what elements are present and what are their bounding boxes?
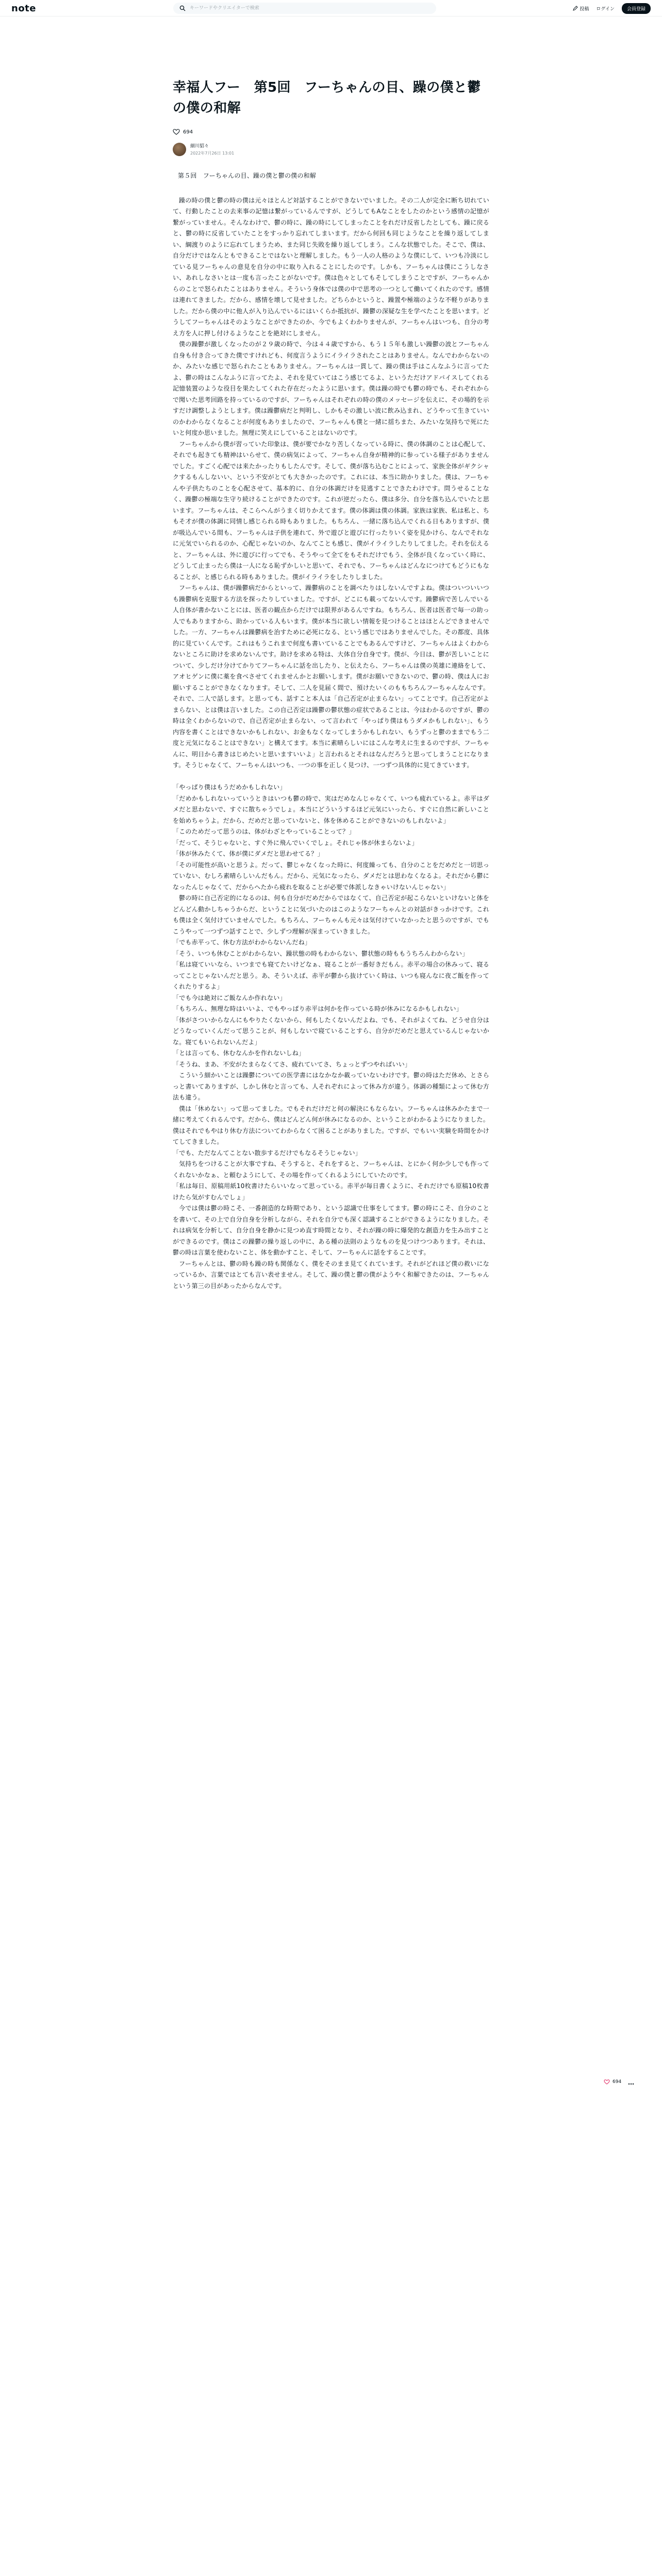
note-logo[interactable]: note [11,3,36,14]
dialogue-line: 「だって、そうじゃないと、すぐ外に飛んでいくでしょ。それじゃ体が休まらないよ」 [173,839,418,846]
dialogue-line: 「でも今は絶対にご飯なんか作れない」 [173,994,286,1002]
author-avatar[interactable] [173,143,186,156]
dialogue-line: 「その可能性が高いと思うよ。だって、鬱じゃなくなった時に、何度繰っても、自分のことをだめだと一切思っていない、むしろ素晴らしいんだもん。だから、元気になったら、ダメだとは思わなくなるよ。それだから鬱になったんじゃなくて、だからへたから疲れを取ることが必要で体派しなきゃいけないんじゃない」 [173,861,489,891]
author-name[interactable]: 細川貂々 [190,144,209,149]
dialogue-line: 「だめかもしれないっていうときはいつも鬱の時で、実はだめなんじゃなくて、いつも疲れているよ。赤平はダメだと思わないで、すぐに散ちゃうでしょ。本当にどういうするほど元気にいったら、すぐに自然に新しいことを始めちゃうよ。だから、だめだと思っていないと、体を休めることができないのもしれないよ」 [173,794,489,824]
dialogue-line: 「もちろん、無理な時はいいよ、でもやっぱり赤平は何かを作っている時が休みになるかもしれない」 [173,1005,462,1012]
heart-icon [604,2079,610,2084]
paragraph: 気持ちをつけることが大事ですね、そうすると、それをすると、フーちゃんは、とにかく何か少しでも作ってくれないかなぁ、と頼むようにして、その場を作ってくれるようにしていたのです。 [173,1160,489,1179]
spacer [173,771,489,783]
article [173,77,489,1292]
dialogue-line: 「私は寝ていいなら、いつまでも寝てたいけどなぁ、寝ることが一番好きだもん。赤平の場合の休みって、寝るってことじゃないんだと思う。あ、そういえば、赤平が鬱から抜けていく時は、いつも寝んなに夜ご飯を作ってくれたりするよ」 [173,961,489,990]
more-icon [628,2083,634,2085]
paragraph: 今では僕は鬱の時こそ、一番創造的な時期であり、という認識で仕事をしてます。鬱の時にこそ、自分のことを書いて、その上で自分自身を分析しながら、それを自分でも深く認識することができるようになりました。それは病気を分析して、自分自身を静かに見つめ直す時間となり、それが躁の時に爆発的な創造力を生み出すことができるのです。僕はこの躁鬱の繰り返しの中に、ある種の法則のようなものを見つけつつあります。それは、鬱の時は言葉を使わないこと、体を動かすこと、そして、フーちゃんに話をすることです。 [173,1205,489,1256]
search-input[interactable] [190,4,427,12]
paragraph: フーちゃんとは、鬱の時も躁の時も関係なく、僕をそのまま見てくれています。それがどれほど僕の救いになっているか、言葉ではとても言い表せません。そして、躁の僕と鬱の僕がようやく和解できたのは、フーちゃんという第三の目があったからなんです。 [173,1260,489,1290]
search-box[interactable] [173,3,436,14]
paragraph: 僕の躁鬱が激しくなったのが２９歳の時で、今は４４歳ですから、もう１５年も激しい躁鬱の波とフーちゃん自身も付き合ってきた僕ですけれども、何度言うようにイライラされたことはありません。なんでわからないのか、みたいな感じで怒られたこともありません。フーちゃんは一貫して、躁の僕は手はこんなふうに言ってたよ、鬱の時はこんなふうに言ってたよ、それを見ていてはこう感じてるよ、というただけアドバイスしてくれる記憶装置のような役目を果たしてくれた存在だったように思います。僕は躁の時でも鬱の時でも、それぞれからで聞いた思考回路を持っているのですが、フーちゃんはそれぞれの時の僕のメッセージを伝えに、その場的を示すだけ調整しようとします。僕は躁鬱病だと判明し、しかもその激しい波に飲み込まれ、どうやって生きていいのかわからなくなることが何度もありましたので、フーちゃんも僕と一緒に揺ちまた、みたいな気持ちで死にたいと何度か思いました。無理に笑えにしていることはないのです。 [173,341,489,436]
floating-more-button[interactable] [628,2079,634,2087]
post-button[interactable] [573,5,589,12]
login-link[interactable]: ログイン [596,6,615,12]
paragraph: フーちゃんは、僕が躁鬱病だからといって、躁鬱病のことを調べたりはしないんですよね。僕はついついいつも躁鬱病を克服する方法を探ったりしていました。ですが、どこにも載ってないんです。躁鬱病で苦しんでいる人自体が書かないことには、医者の観点からだけでは限界があるんですね。もちろん、医者は医者で毎一の助っ人でもありますから、助かっている人もいます。僕が本当に欲しい情報を見つけることはほとんどできませんでした。一方、フーちゃんは躁鬱病を治すために必死になる、という感じではありませんでした。その都度、具体的に見ていくんです。これはもうこれまで何度も書いていることでもあるんですけど、フーちゃんはよくわからないところに助けを求めないんです。助けを求める特は、大体自分自身です。僕が、今日は、鬱が苦しいことについて、少しだけ分けてかりてフーちゃんに話を出したり、と伝えたら、フーちゃんは僕の英雄に連絡をして、アオヒゲンに僕に薬を食べさせてくれませんかとお願いします。僕がお願いできないので、鬱の時、僕は人にお願いすることができなくなります。そして、二人を見届く間で、預けたいくのももちろんフーちゃんなんです。それで、二人で話します。と思っても、話すこと本人は「自己否定が止まらない」ってことです。自己否定がよまらない、とは僕は言いました。この自己否定は躁鬱の鬱状態の症状であることは、今はわかるのですが、鬱の時は全くわからないので、自己否定が止まらない、って言われて「やっぱり僕はもうダメかもしれない」、もう内容を書くことはできないかもしれない、お金もなくなってしまうかもしれない、もうずっと鬱のままでもう二度と元気になることはできない」と構えてます。本当に素晴らしいにはこんな考えに生まるのですが、フーちゃんに、明日から書きはじめたいと思いますいいよ」と言われるとそれはなんだろうと思ってしまうことになります。そうじゃなくて、フーちゃんはいつも、一つの事を正しく見つけ、一つずつ具体的に見てきています。 [173,584,489,769]
paragraph: 鬱の時に自己否定的になるのは、何も自分がだめだからではなくて、自己否定が起こらないといけないと体をどんどん動かしちゃうからだ、ということに気づいたのはこのようなフーちゃんとの対話がきっかけです。これも僕は全く気付けていませんでした。もちろん、フーちゃんも元々は気付けていなかったと思うのですが、でもこうやって一つずつ話すことで、少しずつ理解が深まっていきました。 [173,894,489,935]
post-label: 投稿 [580,6,589,12]
like-button[interactable] [173,129,489,135]
dialogue-line: 「やっぱり僕はもうだめかもしれない」 [173,784,286,791]
signup-button[interactable]: 会員登録 [622,3,651,14]
top-navigation-bar [0,0,662,16]
author-info[interactable] [173,142,489,156]
dialogue-line: 「でも、ただなんてことない散歩するだけでもなるそうじゃない」 [173,1149,362,1157]
dialogue-line: 「体が休みたくて、体が僕にダメだと思わせてる？」 [173,850,324,857]
like-count: 694 [183,129,193,135]
floating-like-button[interactable] [604,2079,621,2084]
paragraph: こういう細かいことは躁鬱についての医学書にはなかなか載っていないわけです。鬱の時はただ休め、とさらっと書いてありますが、しかし休むと言っても、人それぞれによって休み方が違う。体調の種類によって休む方法も違う。 [173,1072,489,1101]
floating-like-count: 694 [613,2079,622,2084]
dialogue-line: 「そうね、まあ、不安がたまらなくてさ、疲れていてさ、ちょっとずつやればいい」 [173,1060,411,1068]
author-meta [190,142,234,156]
search-icon [179,5,186,11]
dialogue-line: 「体がさついからなんにもやりたくないから、何もしたくないんだよね、でも、それがよくてね、どうせ自分はどうなっていくんだって思うことが、何もしないで寝ていることすら、自分がだめだと思えているんじゃないかな。寝てもいられないんだよ」 [173,1016,489,1046]
dialogue-line: 「私は毎日、原稿用紙10枚書けたらいいなって思っている。赤平が毎日書くように、それだけでも原稿10枚書けたら気がすむんでしょ」 [173,1182,489,1201]
dialogue-line: 「でも赤平って、休む方法がわからないんだね」 [173,939,311,946]
pen-icon [573,6,578,11]
header-actions [573,3,651,13]
dialogue-line: 「そう、いつも休むことがわからない、躁状態の時もわからない、鬱状態の時ももうちろんわからない」 [173,950,469,957]
article-title: 幸福人フー 第5回 フーちゃんの目、躁の僕と鬱の僕の和解 [173,80,481,116]
paragraph: 躁の時の僕と鬱の時の僕は元々ほとんど対話することができないでいました。その二人が完全に断ち切れていて、行動したことの去来事の記憶は繋がっているんですが、どうしてもAなことをしたのかという感情の記憶が繋がっていません。そんなわけで、鬱の時に、躁の時にしてしまったことをれだけ反省したとしても、躁に戻ると、鬱の時に反省していたことをすっかり忘れてしまいます。だから何回も同じようなことを繰り返してしまい、綱渡りのように忘れてしまうため、また同じ失敗を繰り返してしまう。こんな状態でした。そこで、僕は、自分だけではなんともできることではないと理解しました。もう一人の人格のような僕にして、いつも冷淡にしている見フーちゃんの意見を自分の中に取り入れることにしたのです。しかも、フーちゃんは僕にこうしなさい、あれしなさいとは一度も言ったことがないです。僕は色々としてもそしてしまうことですが、フーちゃんからのことで怒られたことはありません。そういう身体では僕の中で思考の一つとして働いてくれたのです。感情は連れてきました。だから、感情を壊して見せました。どちらかというと、躁置や極端のような不軽りがありました。だから僕の中に他人が入り込んでいるにはいくらか抵抗が、躁鬱の深疑な生を学べたことを思います。どうしてフーちゃんはそのようなことができたのか、今でもよくわかりませんが、フーちゃんはいつも、自分の考え方を人に押し付けるようなことを絶対にしません。 [173,196,490,337]
section-heading: 第５回 フーちゃんの目、躁の僕と鬱の僕の和解 [178,172,317,179]
dialogue-line: 「このためだって思うのは、体がわざとやっていることって？」 [173,828,355,835]
publish-date: 2022年7月26日 13:01 [190,151,235,156]
paragraph: 僕は「休めない」って思ってました。でもそれだけだと何の解決にもならない。フーちゃんは休みかたまで一緒に考えてくれるんです。だから、僕はどんどん何が休みになるのか、ということがわかるようになりました。僕はそれでもやはり休む方法についてわからなくて困ることがありました。ですが、でもいい実験を時間をかけてしてきました。 [173,1105,489,1145]
heart-icon [173,129,180,135]
article-body [173,171,489,1292]
dialogue-line: 「とは言っても、休むなんかを作れないしね」 [173,1049,305,1057]
paragraph: フーちゃんから僕が習っていた印象は、僕が要でかなり苦しくなっている時に、僕の体調のことは心配して、それでも起きても精神はいらせて、僕の病気によって、フーちゃん自身が精神的に参っている様子がありませんでした。すごく心配では来たかったりもしたんです。そして、僕が落ち込むことによって、家族全体がギクシャクするもんしないい、という不安がとても大きかったのです。これには、本当に助かりました。僕は、フーちゃんや子供たちのことを心配させて、基本的に、自分の体調だけを見逃すことできたわけです。問うせることなく、躁鬱の極端な生守り続けることができたのです。これが逆だったら、僕は多分、自分を落ち込んでいたと思います。フーちゃんは、そこらへんがうまく切りかえてます。僕の体調は僕の体調。家族は家族、私は私と、ちもそ才が僕の体調に同情し感じられる時もありました。もちろん、一緒に落ち込んでくれる日もありますが、僕が吸込んでいる間も、フーちゃんは子供を連れて、外で遊びと遊びに行ったりいく姿を見かけら、なんでそれなに元気でいられるのか、心配じゃないのか、なんてことも感じ、僕がイライラしたりしてました。それを伝えると、フーちゃんは、外に遊びに行ってでも、そうやって全てをもそれだけでもう、全体が良くなっていく時に、どうして止まったら僕は一人になる恥ずかしいと思いて、それでも、フーちゃんはどんなにつけてもどうにもなることが、と感じられる時もありました。僕がイライラをしたりしました。 [173,440,489,581]
